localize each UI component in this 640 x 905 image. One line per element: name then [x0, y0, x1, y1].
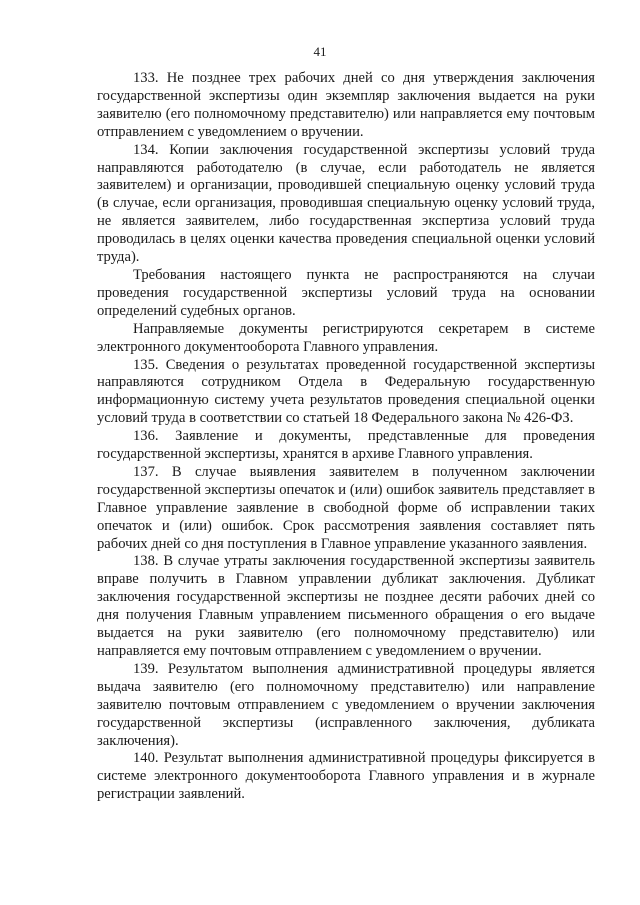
paragraph-140: 140. Результат выполнения административной процедуры фиксируется в системе электронного документооборота Главного управления и в журнале регистрации заявлений.	[97, 750, 595, 803]
paragraph-139: 139. Результатом выполнения административной процедуры является выдача заявителю (его полномочному представителю) или направление заявителю почтовым отправлением с уведомлением о вручении заключения государственной экспертизы (исправленного заключения, дубликата заключения).	[97, 660, 595, 749]
paragraph-133: 133. Не позднее трех рабочих дней со дня утверждения заключения государственной экспертизы один экземпляр заключения выдается на руки заявителю (его полномочному представителю) или направляется ему почтовым отправлением с уведомлением о вручении.	[97, 70, 595, 140]
paragraph-138: 138. В случае утраты заключения государственной экспертизы заявитель вправе получить в Главном управлении дубликат заключения. Дубликат заключения государственной экспертизы не позднее десяти рабочих дней со дня получения Главным управлением письменного обращения о его выдаче выдается на руки заявителю (его полномочному представителю) или направляется ему почтовым отправлением с уведомлением о вручении.	[97, 553, 595, 659]
paragraph-134: 134. Копии заключения государственной экспертизы условий труда направляются работодателю (в случае, если работодатель не является заявителем) и организации, проводившей специальную оценку условий труда (в случае, если организация, проводившая специальную оценку условий труда, не является заявителем, либо государственная экспертиза условий труда проводилась в целях оценки качества проведения специальной оценки условий труда).	[97, 141, 595, 266]
document-body	[97, 70, 595, 804]
paragraph-137: 137. В случае выявления заявителем в полученном заключении государственной экспертизы опечаток и (или) ошибок заявитель представляет в Главное управление заявление в свободной форме об исправлении таких опечаток и (или) ошибок. Срок рассмотрения заявления составляет пять рабочих дней со дня поступления в Главное управление указанного заявления.	[97, 463, 595, 552]
paragraph-134-registration: Направляемые документы регистрируются секретарем в системе электронного документооборота Главного управления.	[97, 320, 595, 355]
paragraph-134-requirements: Требования настоящего пункта не распространяются на случаи проведения государственной экспертизы условий труда на основании определений судебных органов.	[97, 266, 595, 319]
paragraph-136: 136. Заявление и документы, представленные для проведения государственной экспертизы, хранятся в архиве Главного управления.	[97, 428, 595, 463]
page-number: 41	[313, 44, 327, 59]
paragraph-135: 135. Сведения о результатах проведенной государственной экспертизы направляются сотрудником Отдела в Федеральную государственную информационную систему учета результатов проведения специальной оценки условий труда в соответствии со статьей 18 Федерального закона № 426-ФЗ.	[97, 356, 595, 427]
